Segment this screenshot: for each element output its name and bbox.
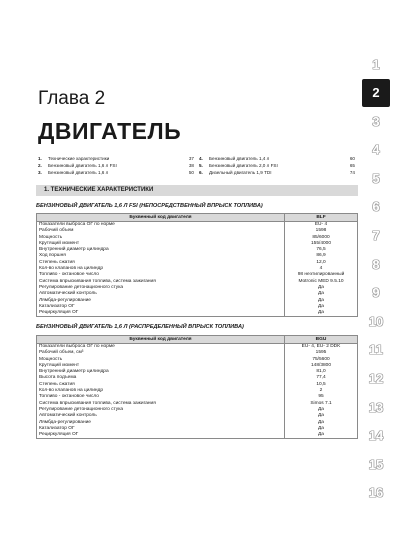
chapter-tab-1[interactable]: 1 — [362, 50, 390, 78]
chapter-tab-11[interactable]: 11 — [362, 336, 390, 364]
param-value-cell: Да — [285, 407, 358, 413]
param-name-cell: Показатели выброса ОГ по норме — [37, 344, 285, 351]
param-value-cell: EU- 4 — [285, 222, 358, 229]
param-value-cell: 85/6000 — [285, 235, 358, 241]
table-header-row — [37, 336, 358, 344]
param-name-cell: Рабочий объем, см³ — [37, 350, 285, 356]
param-name-cell: Лямбда-регулирование — [37, 420, 285, 426]
chapter-tab-8[interactable]: 8 — [362, 250, 390, 278]
param-name-cell: Внутренний диаметр цилиндра — [37, 369, 285, 375]
param-value-cell: 155/4000 — [285, 241, 358, 247]
toc-item-number: 2. — [38, 163, 42, 168]
chapter-tab-9[interactable]: 9 — [362, 279, 390, 307]
param-value-cell: Да — [285, 304, 358, 310]
table-header-param: Буквенный код двигателя — [37, 214, 285, 222]
section-heading: 1. ТЕХНИЧЕСКИЕ ХАРАКТЕРИСТИКИ — [36, 185, 358, 196]
param-value-cell: Да — [285, 285, 358, 291]
param-name-cell: Регулирование детонационного стука — [37, 407, 285, 413]
param-value-cell: 76,5 — [285, 247, 358, 253]
chapter-tab-15[interactable]: 15 — [362, 450, 390, 478]
toc-item-text: Бензиновый двигатель 1,4 л — [209, 156, 270, 161]
chapter-tab-5[interactable]: 5 — [362, 164, 390, 192]
chapter-tab-7[interactable]: 7 — [362, 222, 390, 250]
param-name-cell: Степень сжатия — [37, 382, 285, 388]
table-header-code: BGU — [285, 336, 358, 344]
param-name-cell: Крутящий момент — [37, 363, 285, 369]
param-name-cell: Степень сжатия — [37, 260, 285, 266]
param-value-cell: 2 — [285, 388, 358, 394]
param-value-cell: Да — [285, 310, 358, 317]
toc-item-text: Бензиновый двигатель 1,6 л FSI — [48, 163, 117, 168]
table-row — [37, 310, 358, 317]
toc-item-page: 37 — [188, 156, 194, 161]
toc-item-page: 60 — [349, 156, 355, 161]
table-row — [37, 344, 358, 351]
param-value-cell: 77,4 — [285, 375, 358, 381]
chapter-tab-3[interactable]: 3 — [362, 107, 390, 135]
toc-row — [36, 169, 358, 176]
table-row — [37, 432, 358, 439]
toc-item[interactable] — [197, 169, 358, 176]
param-name-cell: Кол-во клапанов на цилиндр — [37, 266, 285, 272]
chapter-tabs — [362, 50, 390, 508]
param-name-cell: Автоматический контроль — [37, 413, 285, 419]
toc-item-page: 65 — [349, 163, 355, 168]
toc-item-number: 1. — [38, 156, 42, 161]
param-name-cell: Система впрыскивания топлива, система зажигания — [37, 401, 285, 407]
param-name-cell: Топливо - октановое число — [37, 272, 285, 278]
param-value-cell: 75/5600 — [285, 357, 358, 363]
toc-item-page: 38 — [188, 163, 194, 168]
toc-item[interactable] — [36, 155, 197, 162]
toc-item-number: 6. — [199, 170, 203, 175]
param-name-cell: Кол-во клапанов на цилиндр — [37, 388, 285, 394]
chapter-tab-6[interactable]: 6 — [362, 193, 390, 221]
chapter-tab-14[interactable]: 14 — [362, 422, 390, 450]
param-value-cell: 4 — [285, 266, 358, 272]
toc-item[interactable] — [197, 162, 358, 169]
toc-item-text: Бензиновый двигатель 2,0 л FSI — [209, 163, 278, 168]
page-title: ДВИГАТЕЛЬ — [38, 118, 182, 144]
toc-row — [36, 162, 358, 169]
param-value-cell: Да — [285, 413, 358, 419]
param-name-cell: Автоматический контроль — [37, 291, 285, 297]
spec-table-mpi — [36, 335, 358, 439]
chapter-tab-2[interactable]: 2 — [362, 79, 390, 107]
param-value-cell: 10,5 — [285, 382, 358, 388]
param-name-cell: Лямбда-регулирование — [37, 298, 285, 304]
table-of-contents — [36, 155, 358, 176]
param-value-cell: Да — [285, 426, 358, 432]
param-value-cell: 148/3800 — [285, 363, 358, 369]
param-value-cell: 98 неэтилированный — [285, 272, 358, 278]
param-name-cell: Крутящий момент — [37, 241, 285, 247]
toc-item-number: 4. — [199, 156, 203, 161]
param-value-cell: Да — [285, 432, 358, 439]
param-name-cell: Катализатор ОГ — [37, 426, 285, 432]
chapter-label: Глава 2 — [38, 88, 106, 109]
table-title-fsi: БЕНЗИНОВЫЙ ДВИГАТЕЛЬ 1,6 Л FSI (НЕПОСРЕДСТВЕННЫЙ ВПРЫСК ТОПЛИВА) — [36, 203, 263, 209]
table-row — [37, 222, 358, 229]
chapter-tab-10[interactable]: 10 — [362, 307, 390, 335]
toc-item-number: 5. — [199, 163, 203, 168]
table-header-row — [37, 214, 358, 222]
toc-item-number: 3. — [38, 170, 42, 175]
param-name-cell: Рециркуляция ОГ — [37, 310, 285, 317]
param-value-cell: 86,9 — [285, 253, 358, 259]
param-name-cell: Рециркуляция ОГ — [37, 432, 285, 439]
param-value-cell: 12,0 — [285, 260, 358, 266]
table-header-param: Буквенный код двигателя — [37, 336, 285, 344]
toc-item[interactable] — [36, 169, 197, 176]
toc-item-page: 50 — [188, 170, 194, 175]
param-name-cell: Топливо - октановое число — [37, 394, 285, 400]
spec-table-fsi — [36, 213, 358, 317]
table-header-code: BLF — [285, 214, 358, 222]
param-name-cell: Система впрыскивания топлива, система зажигания — [37, 279, 285, 285]
param-value-cell: 95 — [285, 394, 358, 400]
toc-item[interactable] — [197, 155, 358, 162]
toc-item-text: Дизельный двигатель 1,9 TDI — [209, 170, 272, 175]
toc-item-page: 74 — [349, 170, 355, 175]
param-name-cell: Катализатор ОГ — [37, 304, 285, 310]
chapter-tab-4[interactable]: 4 — [362, 136, 390, 164]
param-value-cell: 81,0 — [285, 369, 358, 375]
param-value-cell: Да — [285, 291, 358, 297]
chapter-tab-16[interactable]: 16 — [362, 479, 390, 507]
param-name-cell: Мощность — [37, 357, 285, 363]
param-value-cell: Да — [285, 420, 358, 426]
param-name-cell: Регулирование детонационного стука — [37, 285, 285, 291]
param-value-cell: 1598 — [285, 228, 358, 234]
toc-item-text: Технические характеристики — [48, 156, 110, 161]
param-name-cell: Ход поршня — [37, 253, 285, 259]
param-name-cell: Мощность — [37, 235, 285, 241]
param-name-cell: Показатели выброса ОГ по норме — [37, 222, 285, 229]
toc-item-text: Бензиновый двигатель 1,6 л — [48, 170, 109, 175]
param-value-cell: Motronic MED 9.5.10 — [285, 279, 358, 285]
toc-row — [36, 155, 358, 162]
param-value-cell: Да — [285, 298, 358, 304]
param-name-cell: Рабочий объем — [37, 228, 285, 234]
table-title-mpi: БЕНЗИНОВЫЙ ДВИГАТЕЛЬ 1,6 Л (РАСПРЕДЕЛЕННЫЙ ВПРЫСК ТОПЛИВА) — [36, 324, 244, 330]
param-name-cell: Высота подъема — [37, 375, 285, 381]
param-value-cell: Simos 7.1 — [285, 401, 358, 407]
param-name-cell: Внутренний диаметр цилиндра — [37, 247, 285, 253]
chapter-tab-13[interactable]: 13 — [362, 393, 390, 421]
toc-item[interactable] — [36, 162, 197, 169]
param-value-cell: EU- 4, EU- 2 DDK — [285, 344, 358, 351]
chapter-tab-12[interactable]: 12 — [362, 365, 390, 393]
param-value-cell: 1595 — [285, 350, 358, 356]
